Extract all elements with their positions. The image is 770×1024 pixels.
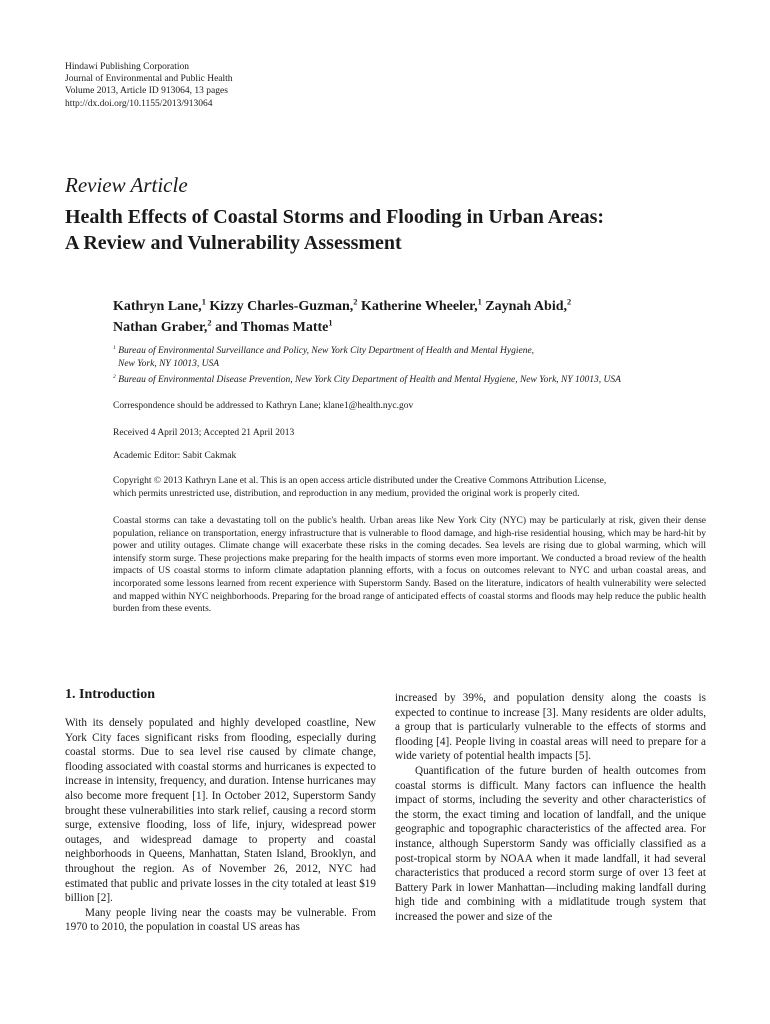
body-paragraph: Many people living near the coasts may be vulnerable. From 1970 to 2010, the population in coastal US areas has xyxy=(65,906,376,934)
copyright-line-1: Copyright © 2013 Kathryn Lane et al. This is an open access article distributed under the Creative Commons Attribution License, xyxy=(113,476,607,486)
affiliation-number: 1 xyxy=(113,344,116,351)
abstract: Coastal storms can take a devastating toll on the public's health. Urban areas like New York City (NYC) may be particularly at risk, given their dense population, reliance on transportation, energy infrastructure that is vulnerable to flood damage, and high-rise residential housing, which may be hard-hit by power and utility outages. Climate change will exacerbate these risks in the coming decades. Sea levels are rising due to global warming, which will intensify storm surge. These projections make preparing for the health impacts of storms even more important. We conducted a broad review of the health impacts of US coastal storms to inform climate adaptation planning efforts, with a focus on outcomes relevant to NYC and urban coastal areas, and incorporated some lessons learned from recent experience with Superstorm Sandy. Based on the literature, indicators of health vulnerability were selected and mapped within NYC neighborhoods. Preparing for the broad range of anticipated effects of coastal storms and floods may help reduce the public health burden from these events. xyxy=(113,516,706,615)
body-paragraph: With its densely populated and highly developed coastline, New York City faces significant risks from flooding, especially during coastal storms. Due to sea level rise caused by climate change, flooding associated with coastal storms and hurricanes is expected to increase in intensity, frequency, and duration. Intense hurricanes may also become more frequent [1]. In October 2012, Superstorm Sandy brought these vulnerabilities into stark relief, causing a record storm surge, extensive flooding, loss of life, injury, widespread power outages, and widespread damage to property and coastal neighborhoods in Queens, Manhattan, Staten Island, Brooklyn, and throughout the region. As of November 26, 2012, NYC had estimated that public and private losses in the city totaled at least $19 billion [2]. xyxy=(65,717,376,905)
title-line-1: Health Effects of Coastal Storms and Flooding in Urban Areas: xyxy=(65,206,605,228)
author-line-1 xyxy=(113,296,713,317)
received-dates: Received 4 April 2013; Accepted 21 April 2013 xyxy=(113,428,295,438)
body-paragraph: increased by 39%, and population density along the coasts is expected to continue to increase [3]. Many residents are older adults, a group that is particularly vulnerable to the effects of storms and flooding [4]. People living in coastal areas will need to prepare for a wide variety of potential health impacts [5]. xyxy=(395,692,706,763)
author-name: and Thomas Matte xyxy=(215,320,329,335)
author-line-2 xyxy=(113,317,713,338)
publisher-name: Hindawi Publishing Corporation xyxy=(65,62,190,72)
affiliation-1 xyxy=(113,345,733,371)
body-column-right xyxy=(395,691,706,925)
body-column-left xyxy=(65,716,376,935)
doi-link[interactable]: http://dx.doi.org/10.1155/2013/913064 xyxy=(65,98,213,109)
affiliation-marker: 1 xyxy=(201,297,206,307)
affiliation-marker: 2 xyxy=(353,297,358,307)
volume-info: Volume 2013, Article ID 913064, 13 pages xyxy=(65,86,228,97)
copyright-line-2: which permits unrestricted use, distribution, and reproduction in any medium, provided the original work is properly cited. xyxy=(113,488,580,499)
affiliation-text-cont: New York, NY 10013, USA xyxy=(118,359,219,369)
author-name: Nathan Graber, xyxy=(113,320,208,335)
author-name: Katherine Wheeler, xyxy=(360,299,478,314)
journal-header xyxy=(65,61,233,110)
author-name: Kathryn Lane, xyxy=(113,299,202,314)
article-type: Review Article xyxy=(65,173,188,197)
body-paragraph: Quantification of the future burden of health outcomes from coastal storms is difficult. Many factors can influence the health impact of storms, including the severity and other characteristics of the storm, the exact timing and location of landfall, and the unique geographic and topographic characteristics of the affected area. For instance, although Superstorm Sandy was officially classified as a post-tropical storm by NOAA when it made landfall, it had several characteristics that produced a record storm surge of over 13 feet at Battery Park in lower Manhattan—including making landfall during high tide and combining with a midlatitude trough system that increased the power and size of the xyxy=(395,764,706,923)
affiliation-marker: 2 xyxy=(207,318,212,328)
academic-editor: Academic Editor: Sabit Cakmak xyxy=(113,451,237,461)
affiliation-2 xyxy=(113,374,733,387)
section-heading: 1. Introduction xyxy=(65,687,155,702)
affiliation-number: 2 xyxy=(113,373,116,380)
affiliation-marker: 1 xyxy=(477,297,482,307)
title-line-2: A Review and Vulnerability Assessment xyxy=(65,232,402,254)
affiliations xyxy=(113,345,733,387)
affiliation-marker: 2 xyxy=(567,297,572,307)
affiliation-text: Bureau of Environmental Surveillance and Policy, New York City Department of Health and Mental Hygiene, xyxy=(118,346,535,356)
author-name: Kizzy Charles-Guzman, xyxy=(209,299,354,314)
affiliation-marker: 1 xyxy=(328,318,333,328)
article-title xyxy=(65,204,725,256)
copyright-notice xyxy=(113,475,723,500)
author-name: Zaynah Abid, xyxy=(485,299,567,314)
correspondence: Correspondence should be addressed to Kathryn Lane; klane1@health.nyc.gov xyxy=(113,401,414,411)
author-list xyxy=(113,296,713,338)
journal-name: Journal of Environmental and Public Health xyxy=(65,74,233,85)
affiliation-text: Bureau of Environmental Disease Prevention, New York City Department of Health and Mental Hygiene, New York, NY 10013, USA xyxy=(118,375,621,385)
